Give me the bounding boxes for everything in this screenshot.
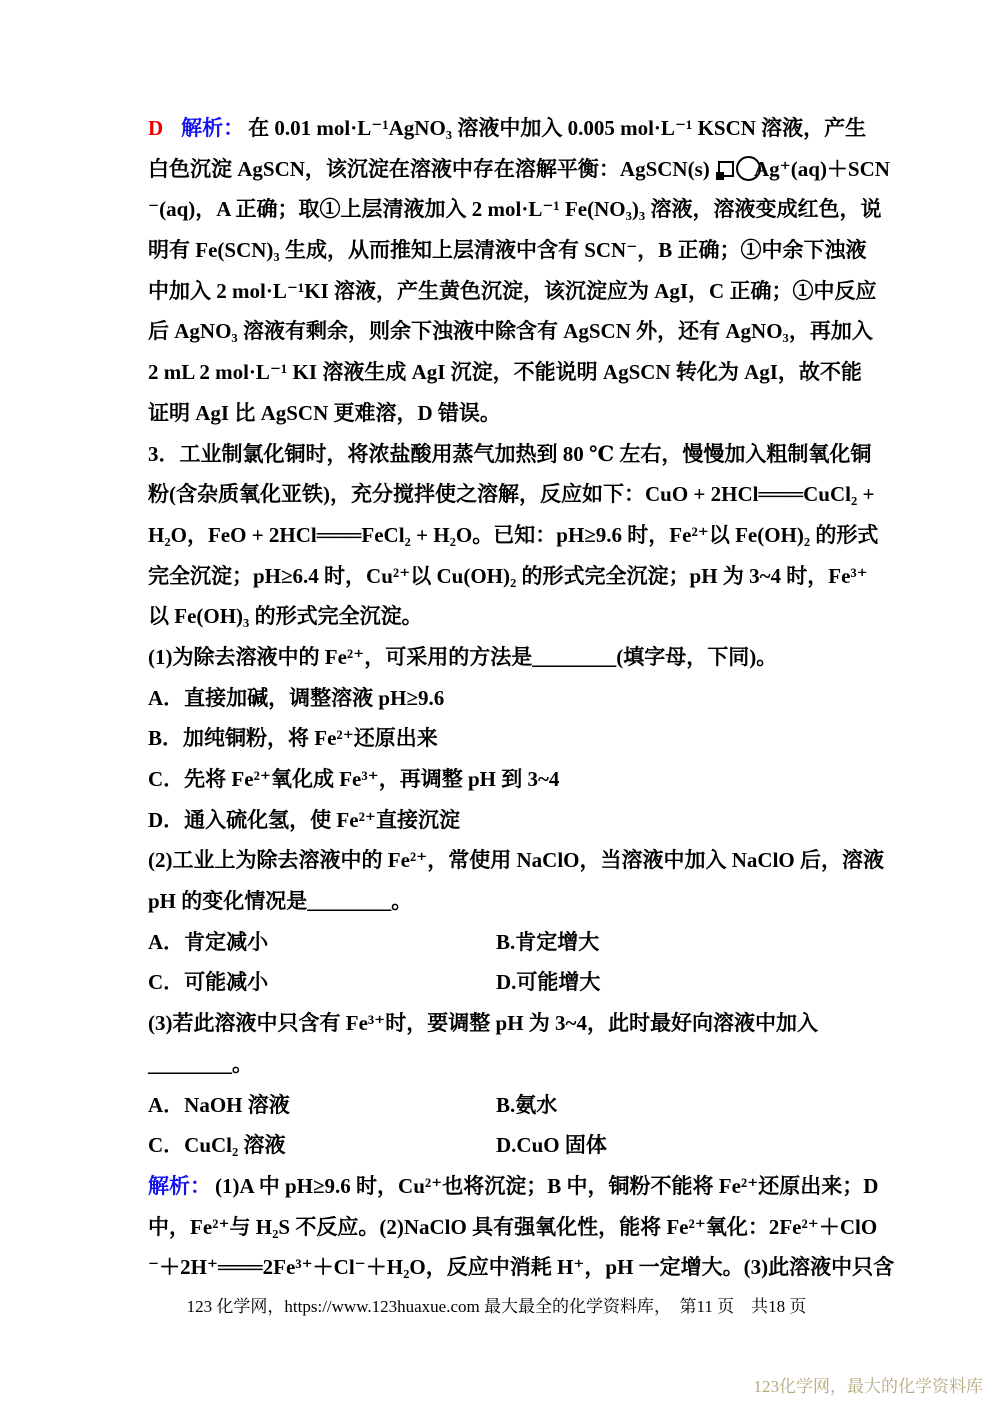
- page-footer: 123 化学网，https://www.123huaxue.com 最大最全的化学资料库， 第11 页 共18 页: [186, 1297, 807, 1316]
- q3-part2-option-c: C．可能减小: [148, 970, 269, 995]
- q3-part3-blank-line: ________。: [148, 1051, 253, 1076]
- q2-analysis-line-1: [148, 108, 867, 149]
- q2-analysis-line-8: 证明 AgI 比 AgSCN 更难溶，D 错误。: [148, 400, 501, 425]
- page-content: [148, 108, 895, 1288]
- q2-analysis-text-2a: 白色沉淀 AgSCN，该沉淀在溶液中存在溶解平衡：AgSCN(s): [148, 156, 716, 181]
- q3-part2-option-a: A．肯定减小: [148, 929, 269, 954]
- q2-analysis-text-2b: Ag⁺(aq)＋SCN: [754, 156, 890, 181]
- q2-analysis-line-3: ⁻(aq)，A 正确；取①上层清液加入 2 mol·L⁻¹ Fe(NO₃)₃ 溶液，溶液变成红色，说: [148, 197, 882, 222]
- q3-part3-option-d: D.CuO 固体: [496, 1133, 607, 1158]
- q2-analysis-line-6: 后 AgNO₃ 溶液有剩余，则余下浊液中除含有 AgSCN 外，还有 AgNO₃，再加入: [148, 319, 873, 344]
- equilibrium-symbol: [715, 149, 754, 190]
- q2-answer-letter: D: [148, 116, 164, 140]
- site-watermark: 123化学网，最大的化学资料库: [753, 1377, 983, 1396]
- q3-part2-stem-line-1: (2)工业上为除去溶液中的 Fe²⁺，常使用 NaClO，当溶液中加入 NaClO 后，溶液: [148, 848, 885, 873]
- q3-part3-option-a: A．NaOH 溶液: [148, 1092, 290, 1117]
- q2-analysis-text-1: 在 0.01 mol·L⁻¹AgNO₃ 溶液中加入 0.005 mol·L⁻¹ KSCN 溶液，产生: [248, 116, 867, 140]
- q3-part2-stem-line-2: pH 的变化情况是________。: [148, 889, 413, 914]
- q3-analysis-line-3: ⁻＋2H⁺═══2Fe³⁺＋Cl⁻＋H₂O，反应中消耗 H⁺，pH 一定增大。(3)此溶液中只含: [148, 1255, 895, 1280]
- q3-part1-option-b: B．加纯铜粉，将 Fe²⁺还原出来: [148, 726, 438, 751]
- q3-part1-option-c: C．先将 Fe²⁺氧化成 Fe³⁺，再调整 pH 到 3~4: [148, 767, 560, 791]
- q3-stem-line-4: 完全沉淀；pH≥6.4 时，Cu²⁺以 Cu(OH)₂ 的形式完全沉淀；pH 为 3~4 时，Fe³⁺: [148, 563, 868, 588]
- q2-analysis-line-5: 中加入 2 mol·L⁻¹KI 溶液，产生黄色沉淀，该沉淀应为 AgI，C 正确；①中反应: [148, 278, 877, 303]
- q3-part1-option-a: A．直接加碱，调整溶液 pH≥9.6: [148, 685, 445, 710]
- q3-stem-line-1: 3．工业制氯化铜时，将浓盐酸用蒸气加热到 80 ℃ 左右，慢慢加入粗制氧化铜: [148, 441, 872, 466]
- q3-analysis-label: 解析：: [148, 1173, 211, 1198]
- q3-part3-option-row-1: [148, 1085, 860, 1126]
- q3-stem-line-5: 以 Fe(OH)₃ 的形式完全沉淀。: [148, 604, 423, 629]
- q3-part1-option-d: D．通入硫化氢，使 Fe²⁺直接沉淀: [148, 807, 460, 832]
- q3-part2-option-d: D.可能增大: [496, 970, 601, 995]
- q3-analysis-line-2: 中，Fe²⁺与 H₂S 不反应。(2)NaClO 具有强氧化性，能将 Fe²⁺氧化：2Fe²⁺＋ClO: [148, 1214, 878, 1239]
- q2-analysis-line-2: [148, 149, 890, 190]
- q3-stem-line-3: H₂O，FeO + 2HCl═══FeCl₂ + H₂O。已知：pH≥9.6 时，Fe²⁺以 Fe(OH)₂ 的形式: [148, 522, 879, 547]
- q3-part1-stem: (1)为除去溶液中的 Fe²⁺，可采用的方法是________(填字母，下同)。: [148, 644, 778, 669]
- equilibrium-box-icon: [718, 161, 734, 177]
- q3-part3-stem-line-1: (3)若此溶液中只含有 Fe³⁺时，要调整 pH 为 3~4，此时最好向溶液中加入: [148, 1011, 818, 1036]
- q2-analysis-line-7: 2 mL 2 mol·L⁻¹ KI 溶液生成 AgI 沉淀，不能说明 AgSCN 转化为 AgI，故不能: [148, 360, 862, 385]
- q2-analysis-label: 解析：: [181, 116, 245, 140]
- q3-part2-option-row-2: [148, 962, 860, 1003]
- q3-part3-option-b: B.氨水: [496, 1092, 558, 1117]
- q3-analysis-text-1: (1)A 中 pH≥9.6 时，Cu²⁺也将沉淀；B 中，铜粉不能将 Fe²⁺还原出来；D: [215, 1173, 879, 1198]
- q3-part3-option-c: C．CuCl₂ 溶液: [148, 1133, 286, 1158]
- q3-analysis-line-1: [148, 1166, 879, 1207]
- q3-part2-option-b: B.肯定增大: [496, 929, 600, 954]
- q3-part2-option-row-1: [148, 922, 860, 963]
- q3-stem-line-2: 粉(含杂质氧化亚铁)，充分搅拌使之溶解，反应如下：CuO + 2HCl═══CuCl₂ +: [148, 482, 875, 507]
- q2-analysis-line-4: 明有 Fe(SCN)₃ 生成，从而推知上层清液中含有 SCN⁻，B 正确；①中余下浊液: [148, 238, 867, 263]
- q3-part3-option-row-2: [148, 1125, 860, 1166]
